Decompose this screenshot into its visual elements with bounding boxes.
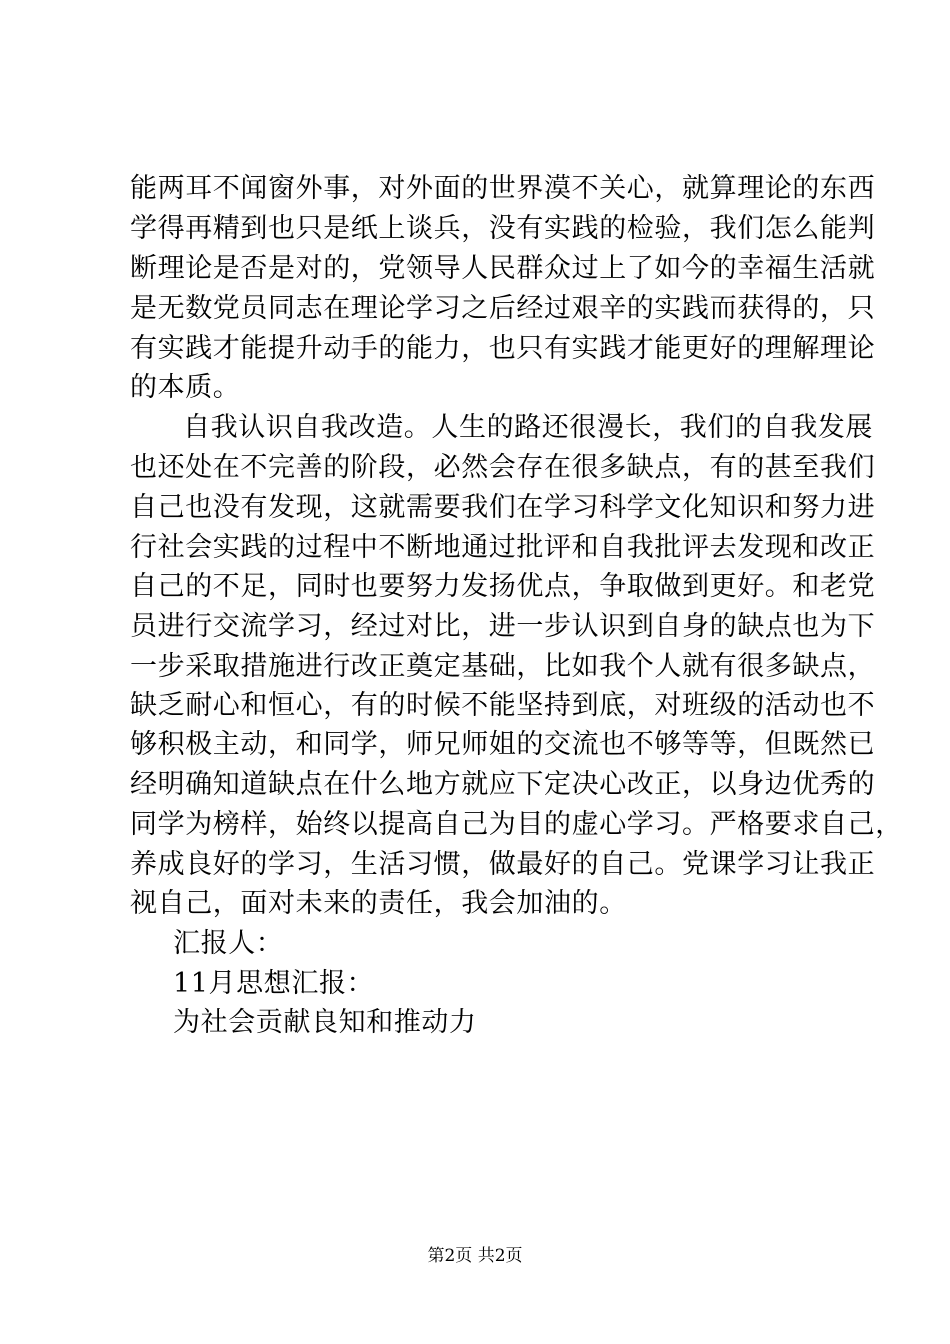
- body-text-line: 养成良好的学习，生活习惯，做最好的自己。党课学习让我正: [130, 849, 876, 880]
- body-text-line: 一步采取措施进行改正奠定基础，比如我个人就有很多缺点，: [130, 651, 876, 682]
- body-text-line: 员进行交流学习，经过对比，进一步认识到自身的缺点也为下: [130, 611, 876, 642]
- body-text-line: 能两耳不闻窗外事，对外面的世界漠不关心，就算理论的东西: [130, 173, 876, 204]
- body-text-line: 也还处在不完善的阶段，必然会存在很多缺点，有的甚至我们: [130, 452, 876, 483]
- next-report-title: 11月思想汇报：: [173, 968, 375, 999]
- page-footer: 第2页 共2页: [427, 1246, 523, 1266]
- body-text-line: 缺乏耐心和恒心，有的时候不能坚持到底，对班级的活动也不: [130, 690, 876, 721]
- body-text-line: 的本质。: [130, 372, 241, 403]
- body-text-line: 自己的不足，同时也要努力发扬优点，争取做到更好。和老党: [130, 571, 876, 602]
- body-text-line: 经明确知道缺点在什么地方就应下定决心改正，以身边优秀的: [130, 769, 876, 800]
- body-text-line: 有实践才能提升动手的能力，也只有实践才能更好的理解理论: [130, 333, 876, 364]
- reporter-label: 汇报人：: [173, 928, 284, 959]
- body-text-line: 自我认识自我改造。人生的路还很漫长，我们的自我发展: [183, 412, 873, 443]
- body-text-line: 行社会实践的过程中不断地通过批评和自我批评去发现和改正: [130, 532, 876, 563]
- body-text-line: 学得再精到也只是纸上谈兵，没有实践的检验，我们怎么能判: [130, 213, 876, 244]
- body-text-line: 够积极主动，和同学，师兄师姐的交流也不够等等，但既然已: [130, 729, 876, 760]
- body-text-line: 视自己，面对未来的责任，我会加油的。: [130, 888, 627, 919]
- body-text-line: 自己也没有发现，这就需要我们在学习科学文化知识和努力进: [130, 492, 876, 523]
- next-report-subtitle: 为社会贡献良知和推动力: [173, 1007, 477, 1038]
- body-text-line: 断理论是否是对的，党领导人民群众过上了如今的幸福生活就: [130, 253, 876, 284]
- body-text-line: 是无数党员同志在理论学习之后经过艰辛的实践而获得的，只: [130, 293, 876, 324]
- body-text-line: 同学为榜样，始终以提高自己为目的虚心学习。严格要求自己，: [130, 809, 903, 840]
